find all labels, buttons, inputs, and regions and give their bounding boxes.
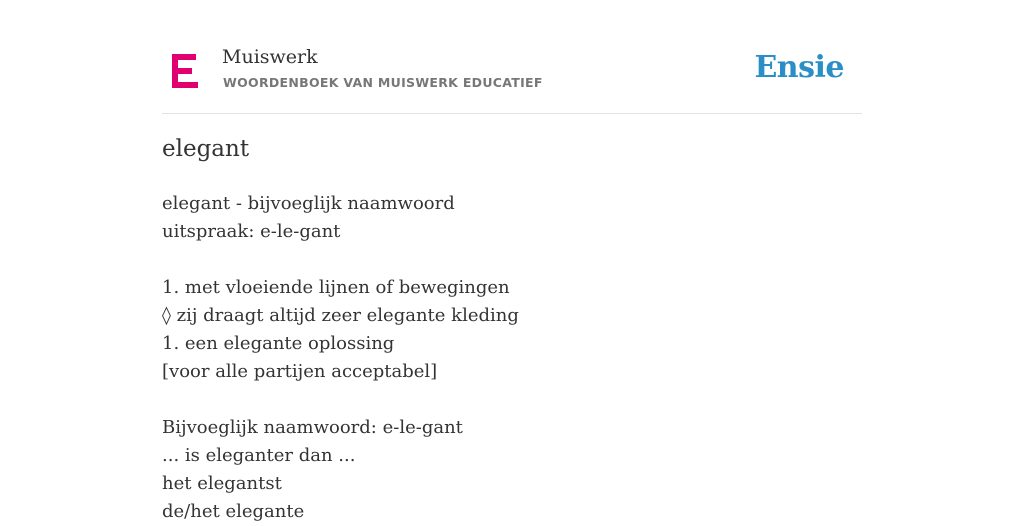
entry-line: [voor alle partijen acceptabel] [162, 361, 438, 382]
entry-line: Bijvoeglijk naamwoord: e-le-gant [162, 417, 463, 438]
site-header [162, 38, 862, 114]
entry-line: ... is eleganter dan ... [162, 445, 356, 466]
entry-headword: elegant [162, 136, 250, 162]
entry-line: 1. een elegante oplossing [162, 333, 395, 354]
entry-body [162, 190, 862, 526]
site-title[interactable]: Muiswerk [222, 46, 318, 68]
entry-line [162, 386, 862, 414]
entry-line: 1. met vloeiende lijnen of bewegingen [162, 277, 510, 298]
muiswerk-logo-icon[interactable] [172, 54, 200, 88]
entry-line: elegant - bijvoeglijk naamwoord [162, 193, 455, 214]
site-subtitle: WOORDENBOEK VAN MUISWERK EDUCATIEF [223, 75, 543, 90]
entry-line: uitspraak: e-le-gant [162, 221, 341, 242]
ensie-brand-link[interactable]: Ensie [754, 50, 844, 85]
entry-line: ◊ zij draagt altijd zeer elegante kleding [162, 305, 519, 326]
entry-line [162, 246, 862, 274]
entry-line: de/het elegante [162, 501, 305, 522]
entry-line: het elegantst [162, 473, 282, 494]
